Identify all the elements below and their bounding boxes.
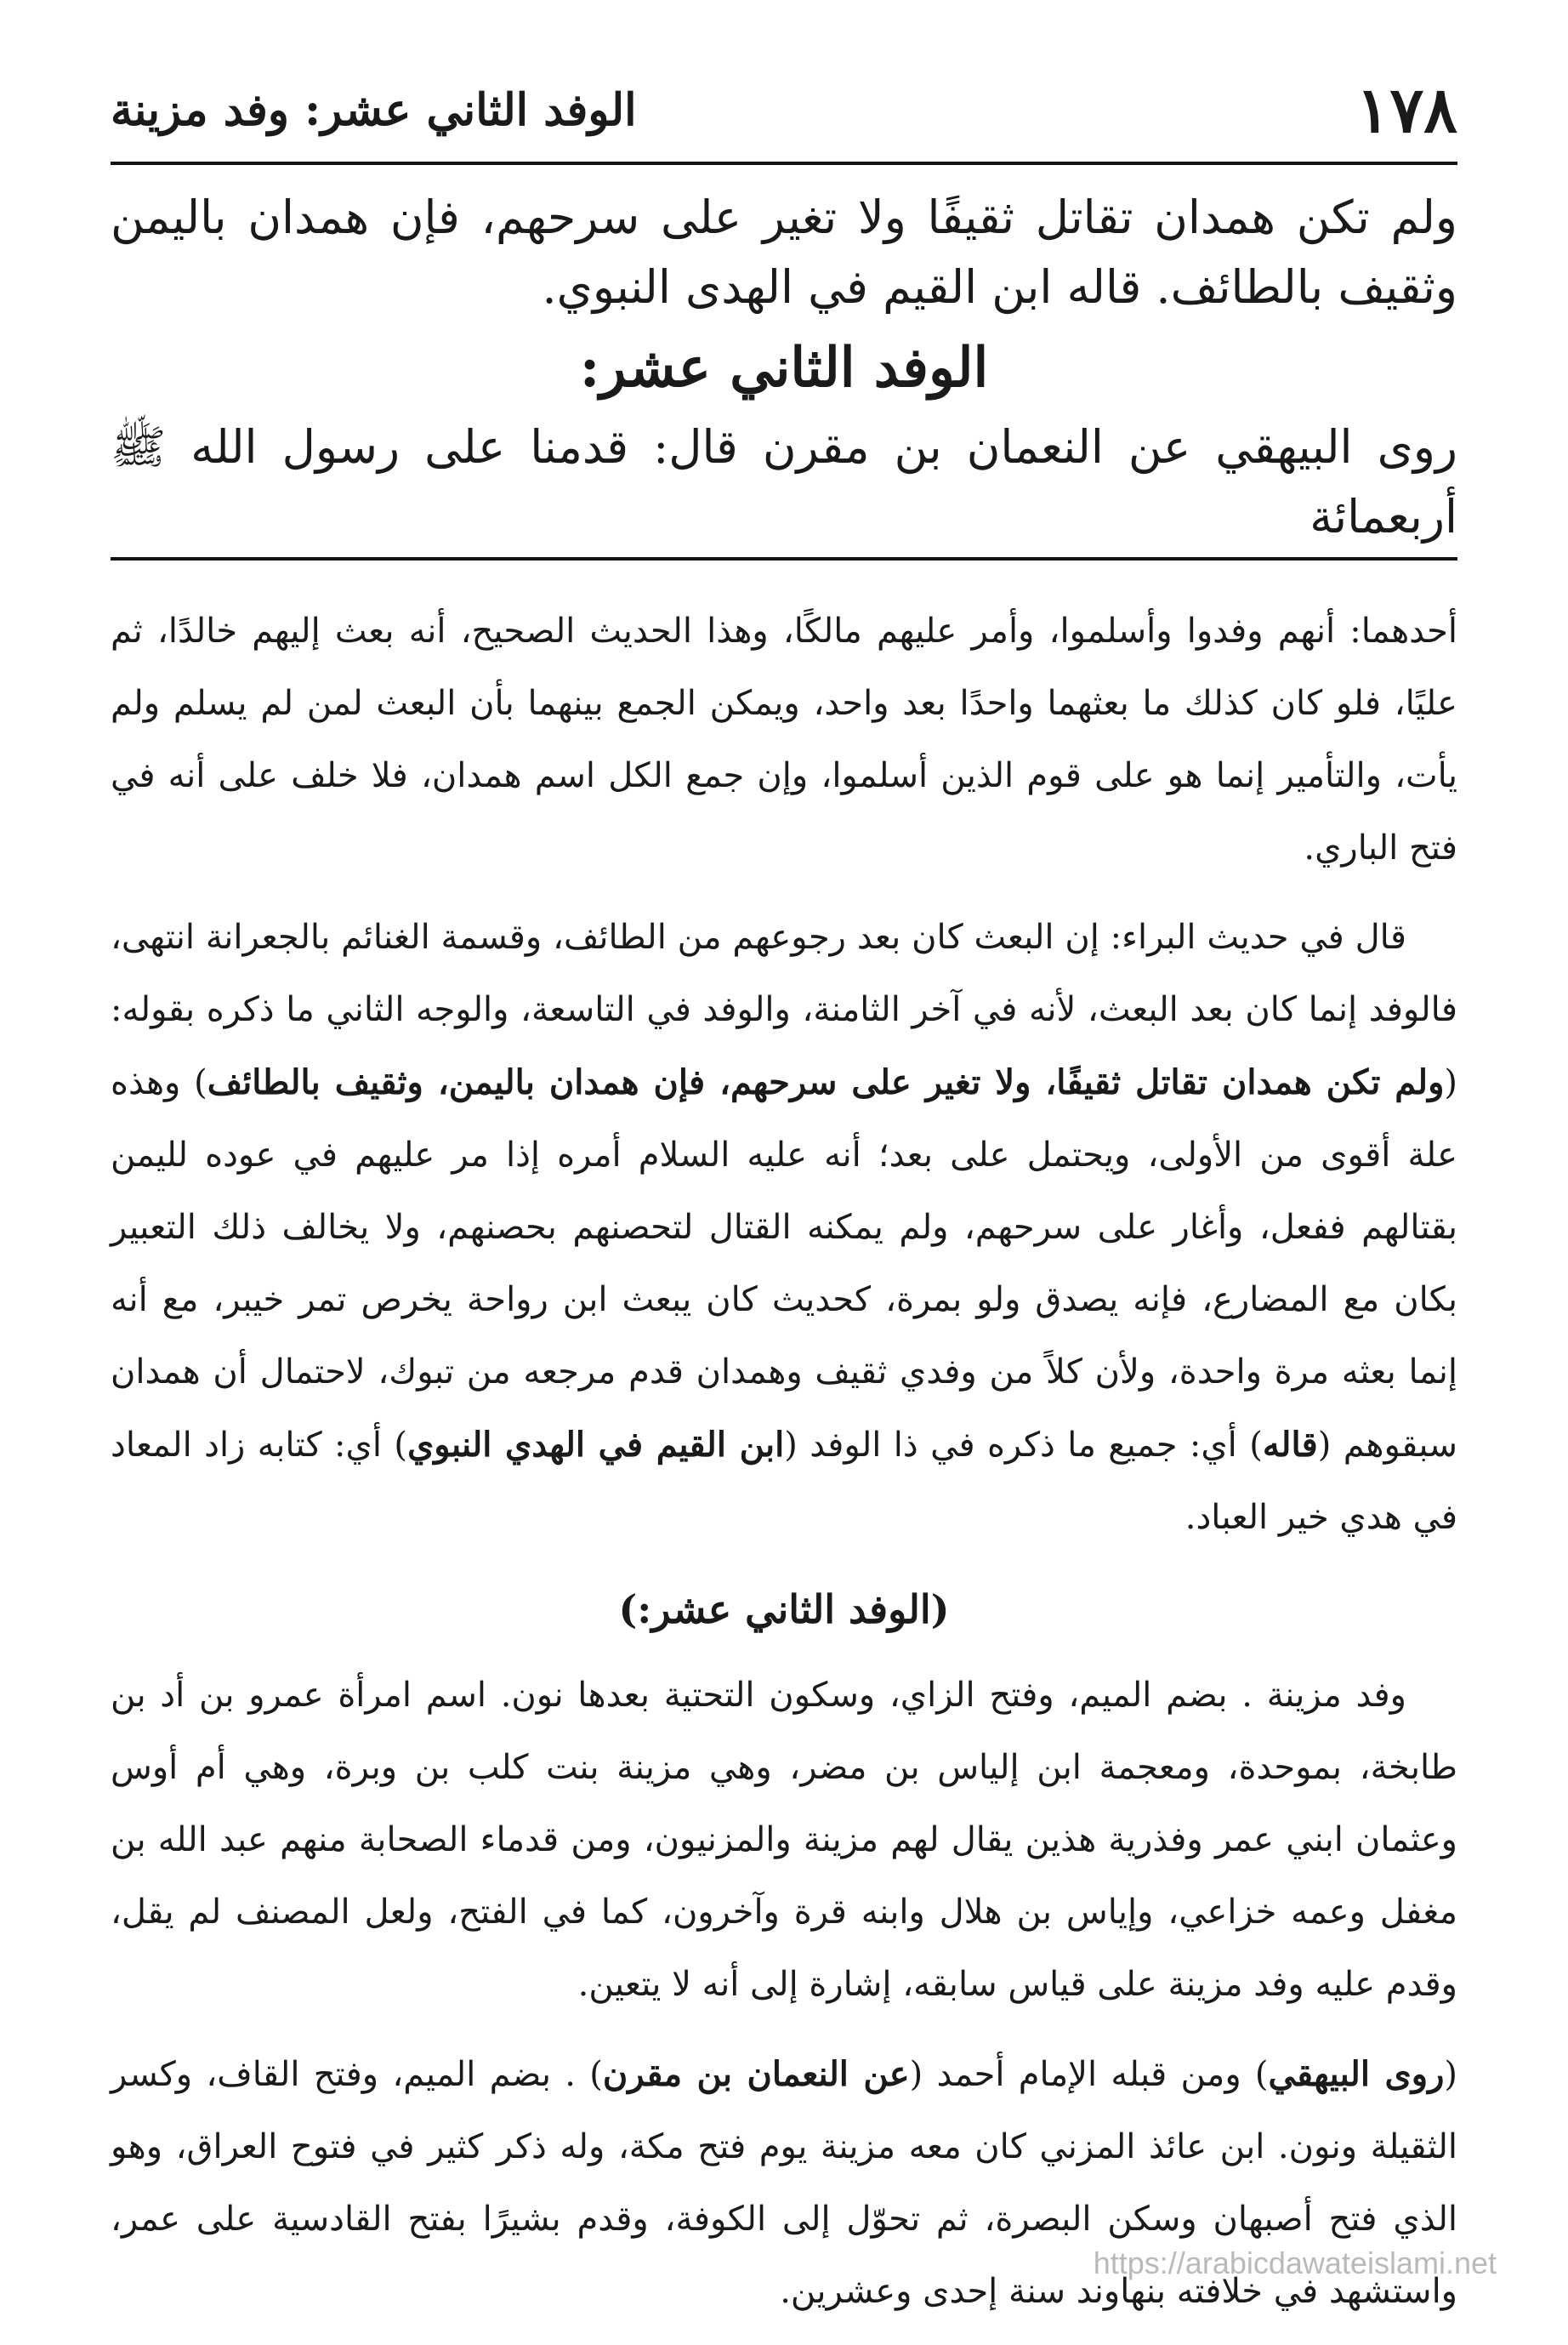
header-rule: [111, 162, 1457, 165]
commentary-text: ) ومن قبله الإمام أحمد (: [909, 2055, 1269, 2094]
quoted-matn: روى البيهقي: [1268, 2054, 1445, 2094]
running-title: الوفد الثاني عشر: وفد مزينة: [111, 84, 637, 136]
commentary-paragraph: [111, 2038, 1457, 2328]
separator-rule: [111, 557, 1457, 561]
commentary-heading: (الوفد الثاني عشر:): [618, 1586, 950, 1632]
commentary-paragraph: أحدهما: أنهم وفدوا وأسلموا، وأمر عليهم مالكًا، وهذا الحديث الصحيح، أنه بعث إليهم خالدًا، ثم عليًا، فلو كان كذلك ما بعثهما واحدًا بعد واحد، ويمكن الجمع بينهما بأن البعث لمن لم يسلم ولم يأت، والتأمير إنما هو على قوم الذين أسلموا، وإن جمع الكل اسم همدان، فلا خلف على أنه في فتح الباري.: [111, 612, 1457, 868]
matn-paragraph: ولم تكن همدان تقاتل ثقيفًا ولا تغير على سرحهم، فإن همدان باليمن وثقيف بالطائف. قاله ابن القيم في الهدى النبوي.: [111, 191, 1457, 314]
quoted-matn: ولم تكن همدان تقاتل ثقيفًا، ولا تغير على سرحهم، فإن همدان باليمن، وثقيف بالطائف: [207, 1062, 1445, 1102]
matn-heading: الوفد الثاني عشر:: [579, 336, 989, 400]
commentary-text: ) أي: كتابه زاد المعاد في هدي خير العباد.: [111, 1426, 1457, 1537]
commentary-text: ) أي: جميع ما ذكره في ذا الوفد (: [784, 1426, 1263, 1465]
matn-paragraph: روى البيهقي عن النعمان بن مقرن قال: قدمنا على رسول الله ﷺ أربعمائة: [111, 420, 1457, 544]
matn-section: [111, 183, 1457, 552]
commentary-section: [111, 595, 1457, 2345]
commentary-text: ) وهذه علة أقوى من الأولى، ويحتمل على بعد؛ أنه عليه السلام أمره إذا مر عليهم في عوده لليمن بقتالهم ففعل، وأغار على سرحهم، ولم يمكنه القتال لتحصنهم بحصنهم، ولا يخالف ذلك التعبير بكان مع المضارع، فإنه يصدق ولو بمرة، كحديث كان يبعث ابن رواحة يخرص تمر خيبر، مع أنه إنما بعثه مرة واحدة، ولأن كلاً من وفدي ثقيف وهمدان قدم مرجعه من تبوك، لاحتمال أن همدان سبقوهم (: [111, 1063, 1457, 1465]
commentary-paragraph: وفد مزينة . بضم الميم، وفتح الزاي، وسكون التحتية بعدها نون. اسم امرأة عمرو بن أد بن طابخة، بموحدة، ومعجمة ابن إلياس بن مضر، وهي مزينة بنت كلب بن وبرة، وهي أم أوس وعثمان ابني عمر وفذرية هذين يقال لهم مزينة والمزنيون، ومن قدماء الصحابة منهم عبد الله بن مغفل وعمه خزاعي، وإياس بن هلال وابنه قرة وآخرون، كما في الفتح، ولعل المصنف لم يقل، وقدم عليه وفد مزينة على قياس سابقه، إشارة إلى أنه لا يتعين.: [111, 1676, 1457, 2004]
watermark-url: https://arabicdawateislami.net: [1093, 2245, 1497, 2280]
page-header: [111, 68, 1457, 153]
commentary-text: ) . بضم الميم، وفتح القاف، وكسر الثقيلة ونون. ابن عائذ المزني كان معه مزينة يوم فتح مكة، وله ذكر كثير في فتوح العراق، وهو الذي فتح أصبهان وسكن البصرة، ثم تحوّل إلى الكوفة، وقدم بشيرًا بفتح القادسية على عمر، واستشهد في خلافته بنهاوند سنة إحدى وعشرين.: [111, 2055, 1457, 2311]
commentary-paragraph: [111, 902, 1457, 1554]
quoted-matn: عن النعمان بن مقرن: [602, 2054, 910, 2094]
page-number: ١٧٨: [1355, 74, 1457, 147]
quoted-matn: قاله: [1262, 1425, 1318, 1465]
quoted-matn: ابن القيم في الهدي النبوي: [406, 1425, 785, 1465]
commentary-text: قال في حديث البراء: إن البعث كان بعد رجوعهم من الطائف، وقسمة الغنائم بالجعرانة انتهى، فالوفد إنما كان بعد البعث، لأنه في آخر الثامنة، والوفد في التاسعة، والوجه الثاني ما ذكره بقوله: (: [111, 918, 1458, 1102]
commentary-text: (: [1444, 2055, 1458, 2094]
